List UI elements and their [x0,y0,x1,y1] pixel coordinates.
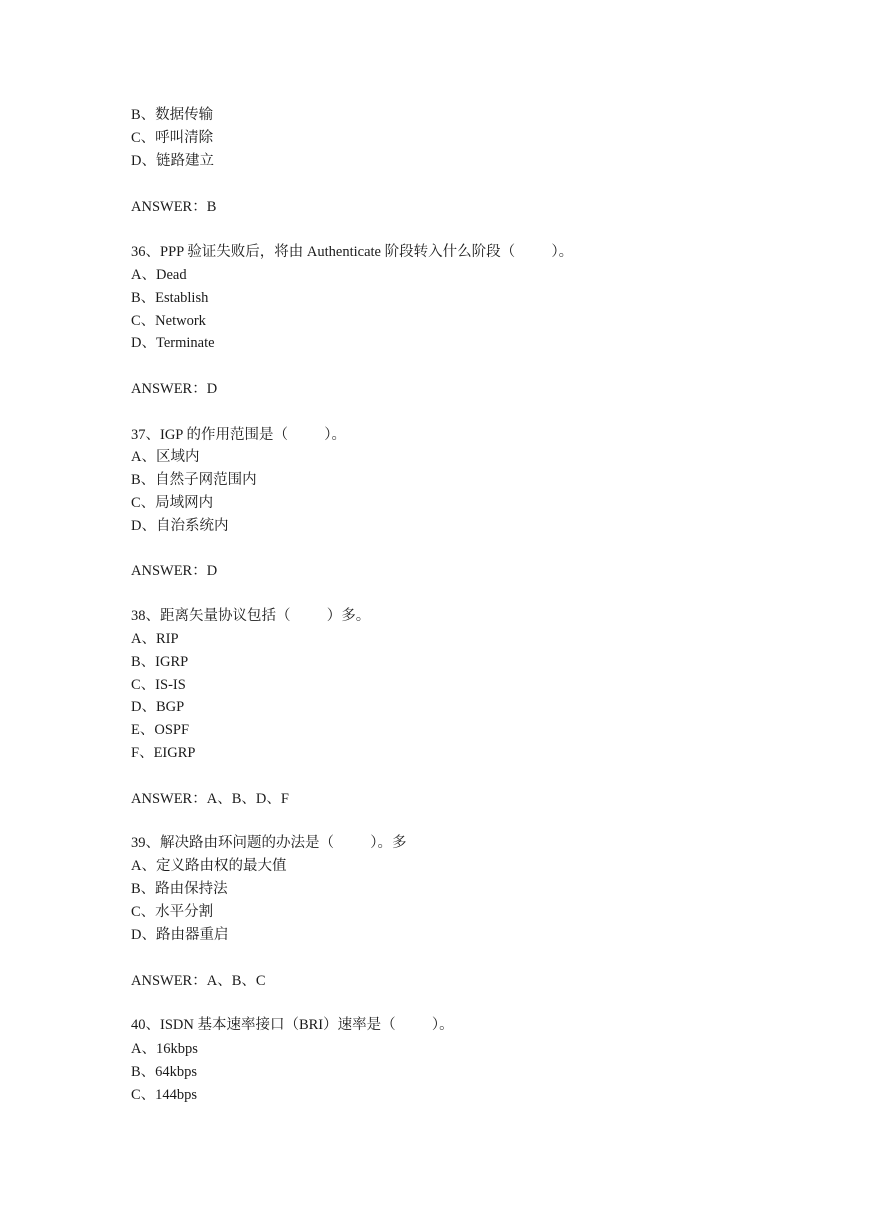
answer-line: ANSWER：D [131,563,218,579]
option-line: B、Establish [131,290,209,306]
question-line: 38、距离矢量协议包括（ ）多。 [131,608,371,624]
question-line: 40、ISDN 基本速率接口（BRI）速率是（ ）。 [131,1017,454,1033]
answer-line: ANSWER：A、B、D、F [131,791,289,807]
question-line: 36、PPP 验证失败后，将由 Authenticate 阶段转入什么阶段（ ）。 [131,244,574,260]
answer-line: ANSWER：A、B、C [131,973,266,989]
answer-line: ANSWER：D [131,381,218,397]
option-line: C、144bps [131,1087,198,1103]
option-line: C、呼叫清除 [131,130,214,146]
option-line: A、定义路由权的最大值 [131,858,287,874]
option-line: C、局域网内 [131,495,214,511]
option-line: A、区域内 [131,449,200,465]
option-line: D、路由器重启 [131,927,229,943]
option-line: C、水平分割 [131,904,214,920]
option-line: C、IS-IS [131,677,186,693]
option-line: D、自治系统内 [131,518,229,534]
option-line: F、EIGRP [131,745,196,761]
question-line: 39、解决路由环问题的办法是（ ）。多 [131,835,407,851]
option-line: C、Network [131,313,206,329]
answer-line: ANSWER：B [131,199,217,215]
option-line: B、64kbps [131,1064,198,1080]
option-line: E、OSPF [131,722,190,738]
option-line: D、BGP [131,699,185,715]
option-line: B、自然子网范围内 [131,472,257,488]
option-line: A、RIP [131,631,179,647]
question-line: 37、IGP 的作用范围是（ ）。 [131,427,346,443]
option-line: D、链路建立 [131,153,214,169]
option-line: B、数据传输 [131,107,214,123]
option-line: D、Terminate [131,335,215,351]
option-line: A、16kbps [131,1041,198,1057]
option-line: A、Dead [131,267,187,283]
option-line: B、路由保持法 [131,881,228,897]
option-line: B、IGRP [131,654,189,670]
